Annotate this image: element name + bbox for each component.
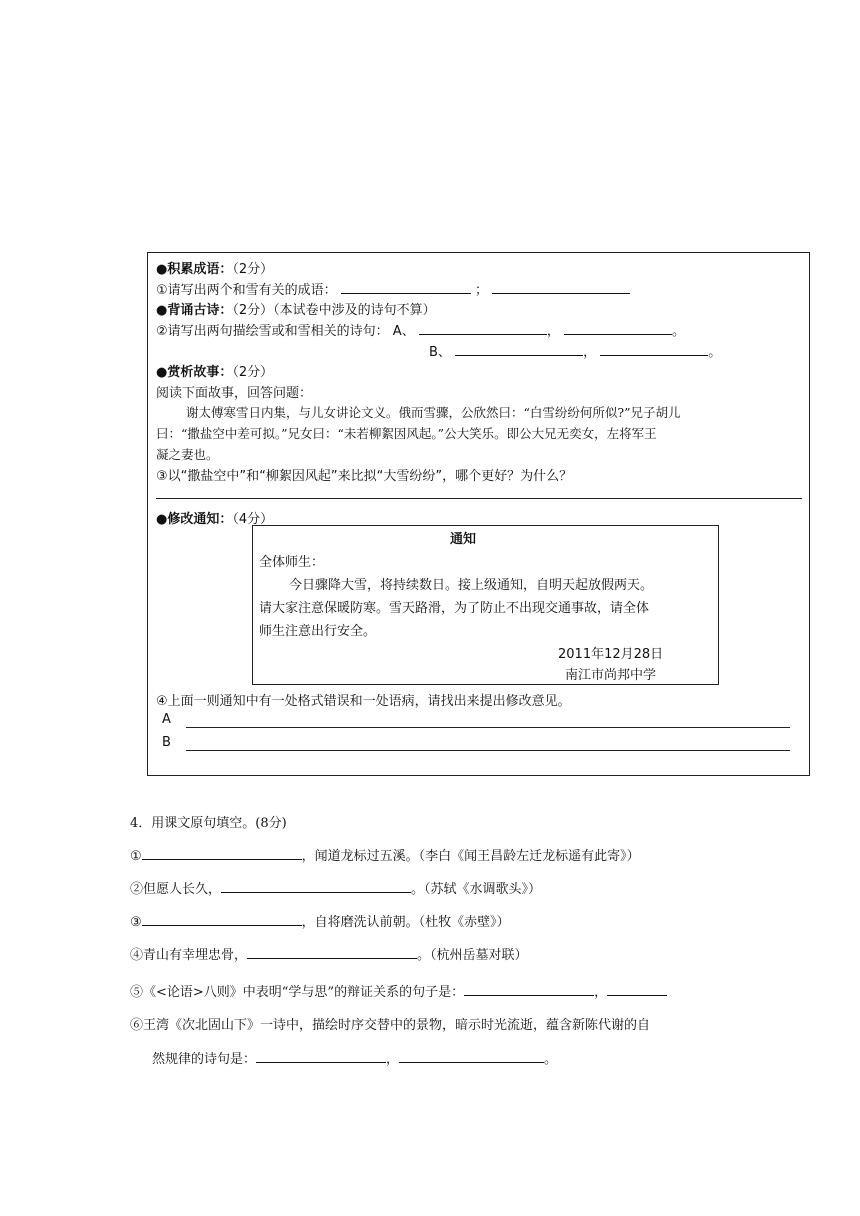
item-text: 。（苏轼《水调歌头》）	[411, 882, 542, 897]
comma: ，	[583, 345, 597, 360]
section-idioms-heading	[156, 258, 273, 277]
answer-blank-1[interactable]	[341, 279, 471, 294]
question-text: ②请写出两句描绘雪或和雪相关的诗句：	[156, 324, 389, 339]
answer-label-a: A	[162, 712, 171, 727]
fill-item-6-line-2	[152, 1048, 557, 1067]
fill-blank-1[interactable]	[142, 845, 302, 860]
points: （2分）	[232, 262, 274, 277]
fill-item-5	[130, 981, 667, 1000]
question-4-title: 4．用课文原句填空。(8分)	[130, 816, 287, 831]
fill-item-4	[130, 944, 528, 963]
comma: ，	[386, 1052, 400, 1067]
points: （4分）	[232, 512, 274, 527]
section-title: ●背诵古诗：	[156, 303, 233, 318]
notice-signature: 南江市尚邦中学	[565, 668, 657, 683]
item-text: ，闻道龙标过五溪。（李白《闻王昌龄左迁龙标遥有此寄》）	[301, 849, 640, 864]
question-1	[156, 279, 630, 298]
answer-line-b[interactable]	[186, 750, 790, 751]
fill-blank-4[interactable]	[247, 944, 417, 959]
answer-blank-a2[interactable]	[564, 320, 672, 335]
notice-line-2: 请大家注意保暖防寒。雪天路滑，为了防止不出现交通事故，请全体	[259, 601, 650, 616]
notice-date: 2011年12月28日	[558, 647, 664, 662]
story-intro: 阅读下面故事，回答问题：	[156, 386, 313, 401]
answer-blank-a1[interactable]	[419, 320, 547, 335]
question-text: ①请写出两个和雪有关的成语：	[156, 283, 337, 298]
fill-blank-6b[interactable]	[399, 1048, 544, 1063]
question-2-b	[429, 341, 721, 360]
fill-item-6-line-1: ⑥王湾《次北固山下》一诗中，描绘时序交替中的景物，暗示时光流逝，蕴含新陈代谢的自	[130, 1018, 651, 1033]
fill-item-2	[130, 878, 541, 897]
option-label-a: A、	[392, 324, 415, 339]
option-label-b: B、	[429, 345, 451, 360]
section-poems-heading	[156, 299, 436, 318]
section-story-heading	[156, 361, 273, 380]
story-line-3: 凝之妻也。	[156, 447, 219, 462]
period: 。	[544, 1052, 558, 1067]
fill-blank-5b[interactable]	[607, 981, 667, 996]
item-text: ，自将磨洗认前朝。（杜牧《赤壁》）	[301, 915, 510, 930]
item-text: 。（杭州岳墓对联）	[417, 948, 528, 963]
notice-addressee: 全体师生：	[259, 555, 325, 570]
fill-blank-3[interactable]	[142, 911, 302, 926]
points: （2分）	[232, 365, 274, 380]
story-line-1: 谢太傅寒雪日内集，与儿女讲论文义。俄而雪骤，公欣然曰：“白雪纷纷何所似?”兄子胡儿	[186, 405, 681, 420]
item-text: ④青山有幸埋忠骨，	[130, 948, 248, 963]
answer-blank-2[interactable]	[492, 279, 630, 294]
answer-blank-b1[interactable]	[455, 341, 583, 356]
item-text: ②但愿人长久，	[130, 882, 222, 897]
story-line-2: 曰：“撒盐空中差可拟。”兄女曰：“未若柳絮因风起。”公大笑乐。即公大兄无奕女，左将军王	[156, 426, 657, 441]
fill-blank-2[interactable]	[221, 878, 411, 893]
comma: ，	[546, 324, 560, 339]
answer-line-a[interactable]	[186, 727, 790, 728]
answer-label-b: B	[162, 735, 171, 750]
item-text: ⑤《<论语>八则》中表明“学与思”的辩证关系的句子是：	[130, 985, 465, 1000]
fill-blank-6a[interactable]	[256, 1048, 386, 1063]
question-3: ③以“撒盐空中”和“柳絮因风起”来比拟“大雪纷纷”，哪个更好？为什么？	[156, 469, 573, 484]
notice-line-1: 今日骤降大雪，将持续数日。接上级通知，自明天起放假两天。	[289, 578, 654, 593]
fill-item-3	[130, 911, 510, 930]
fill-item-1	[130, 845, 640, 864]
section-title: ●修改通知：	[156, 512, 233, 527]
period: 。	[672, 324, 686, 339]
question-4: ④上面一则通知中有一处格式错误和一处语病，请找出来提出修改意见。	[156, 694, 571, 709]
section-title: ●积累成语：	[156, 262, 233, 277]
comma: ，	[594, 985, 608, 1000]
question-2	[156, 320, 685, 339]
answer-blank-b2[interactable]	[600, 341, 708, 356]
notice-title: 通知	[450, 532, 477, 547]
item-number: ①	[130, 849, 142, 864]
item-number: ③	[130, 915, 142, 930]
item-text: 然规律的诗句是：	[152, 1052, 257, 1067]
points: （2分）（本试卷中涉及的诗句不算）	[232, 303, 436, 318]
separator: ；	[474, 283, 488, 298]
answer-line-3[interactable]	[156, 498, 802, 499]
section-title: ●赏析故事：	[156, 365, 233, 380]
notice-line-3: 师生注意出行安全。	[259, 624, 377, 639]
period: 。	[708, 345, 722, 360]
fill-blank-5a[interactable]	[464, 981, 594, 996]
